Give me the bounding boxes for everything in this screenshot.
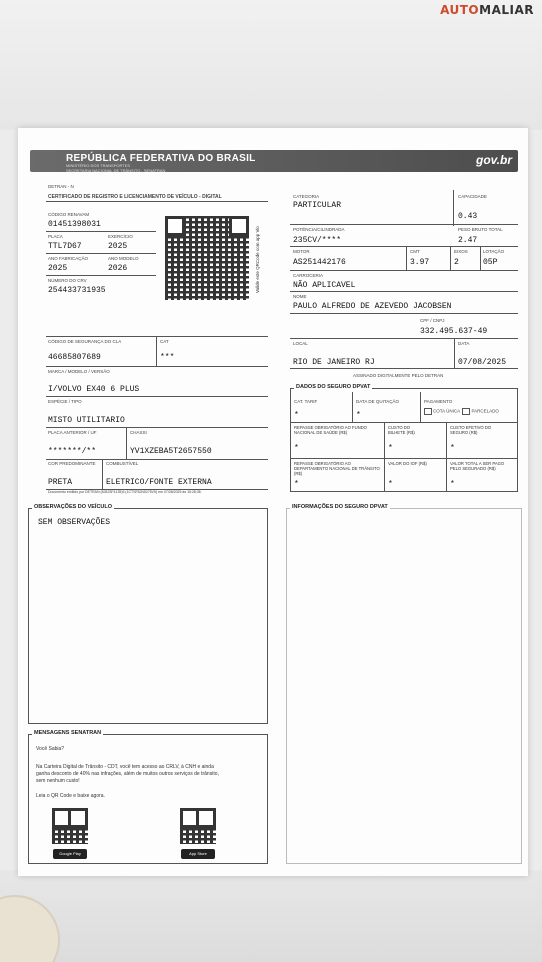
peso-label: PESO BRUTO TOTAL [458, 227, 503, 232]
cota-unica-checkbox[interactable] [424, 408, 432, 415]
qr-validation-note: Valide este QRCode com app Vio [255, 226, 260, 293]
carroceria-label: CARROCERIA [293, 273, 324, 278]
crv-value: 254433731935 [48, 286, 106, 295]
cat-label: CAT [160, 339, 169, 344]
cpf-label: CPF / CNPJ [420, 318, 445, 323]
emission-note: Documento emitido por DETRAN (8J8JSF4135)9 (1CTSF8JN5275V5) em 07/08/2025 às 15:28:36. [48, 490, 202, 494]
govbr-logo: gov.br [475, 153, 512, 167]
app-store-qr-code[interactable] [180, 808, 216, 844]
especie-value: MISTO UTILITARIO [48, 416, 125, 425]
observacoes-text: SEM OBSERVAÇÕES [38, 518, 111, 527]
categoria-label: CATEGORIA [293, 194, 320, 199]
desk-surface [0, 870, 542, 962]
potencia-value: 235CV/**** [293, 236, 342, 245]
renavam-value: 01451398031 [48, 220, 101, 229]
mensagens-body: Na Carteira Digital de Trânsito - CDT, você tem acesso ao CRLV, à CNH e ainda ganha desconto de 40% nas infrações, além de muitos outros serviços de trânsito, sem nenhum custo! [36, 764, 219, 784]
cla-label: CÓDIGO DE SEGURANÇA DO CLA [48, 339, 122, 344]
data-label: DATA [458, 341, 470, 346]
especie-label: ESPÉCIE / TIPO [48, 399, 82, 404]
cat-tarif-value: * [294, 411, 299, 420]
app-store-badge[interactable]: App Store [181, 849, 215, 859]
cat-tarif-label: CAT. TARIF [294, 399, 318, 404]
voce-sabia: Você Sabia? [36, 746, 65, 752]
cmt-label: CMT [410, 249, 420, 254]
placa-anterior-value: *******/** [48, 447, 97, 456]
header-subtitle: MINISTÉRIO DOS TRANSPORTES [66, 163, 131, 168]
placa-label: PLACA [48, 234, 63, 239]
motor-value: AS251442176 [293, 258, 346, 267]
repasse-sus-label: REPASSE OBRIGATÓRIO AO FUNDO NACIONAL DE SAÚDE (R$) [294, 425, 367, 435]
combustivel-value: ELETRICO/FONTE EXTERNA [106, 478, 212, 487]
cat-value: *** [160, 353, 175, 362]
info-dpvat-title: INFORMAÇÕES DO SEGURO DPVAT [292, 504, 388, 510]
valor-pago-label: VALOR TOTAL A SER PAGO PELO SEGURADO (R$) [450, 461, 505, 471]
iof-value: * [388, 480, 393, 489]
exercicio-label: EXERCÍCIO [108, 234, 133, 239]
chassi-label: CHASSI [130, 430, 147, 435]
header-title: REPÚBLICA FEDERATIVA DO BRASIL [66, 153, 256, 164]
cpf-value: 332.495.637-49 [420, 327, 488, 336]
ano-fabricacao-value: 2025 [48, 264, 68, 273]
cor-label: COR PREDOMINANTE [48, 461, 96, 466]
custo-efetivo-label: CUSTO EFETIVO DO SEGURO (R$) [450, 425, 492, 435]
desk-background [0, 0, 542, 130]
custo-bilhete-value: * [388, 444, 393, 453]
iof-label: VALOR DO IOF (R$) [388, 461, 427, 466]
validation-qr-code[interactable] [165, 216, 249, 300]
capacidade-value: 0.43 [458, 212, 478, 221]
document-title: CERTIFICADO DE REGISTRO E LICENCIAMENTO DE VEÍCULO - DIGITAL [48, 194, 222, 200]
parcelado-label: PARCELADO [471, 408, 499, 414]
nome-label: NOME [293, 294, 307, 299]
info-dpvat-box [286, 508, 522, 864]
watermark-logo: AUTOMALIAR [440, 3, 534, 17]
combustivel-label: COMBUSTÍVEL [106, 461, 139, 466]
peso-value: 2.47 [458, 236, 478, 245]
ano-fabricacao-label: ANO FABRICAÇÃO [48, 256, 89, 261]
dpvat-title: DADOS DO SEGURO DPVAT [296, 384, 371, 390]
dpvat-box [290, 388, 518, 492]
parcelado-checkbox[interactable] [462, 408, 470, 415]
capacidade-label: CAPACIDADE [458, 194, 487, 199]
ano-modelo-label: ANO MODELO [108, 256, 139, 261]
potencia-label: POTÊNCIA/CILINDRADA [293, 227, 345, 232]
observacoes-box [28, 508, 268, 724]
google-play-badge[interactable]: Google Play [53, 849, 87, 859]
renavam-label: CÓDIGO RENAVAM [48, 212, 90, 217]
custo-efetivo-value: * [450, 444, 455, 453]
repasse-denatran-value: * [294, 480, 299, 489]
cor-value: PRETA [48, 478, 73, 487]
data-quitacao-label: DATA DE QUITAÇÃO [356, 399, 400, 404]
local-value: RIO DE JANEIRO RJ [293, 358, 375, 367]
chassi-value: YV1XZEBA5T2657550 [130, 447, 212, 456]
google-play-qr-code[interactable] [52, 808, 88, 844]
lotacao-value: 05P [483, 258, 498, 267]
header-subtitle-2: SECRETARIA NACIONAL DE TRÂNSITO - SENATRAN [66, 168, 166, 173]
motor-label: MOTOR [293, 249, 310, 254]
repasse-denatran-label: REPASSE OBRIGATÓRIO AO DEPARTAMENTO NACIONAL DE TRÂNSITO (R$) [294, 461, 380, 476]
data-value: 07/08/2025 [458, 358, 507, 367]
categoria-value: PARTICULAR [293, 201, 342, 210]
detran-label: DETRAN - N [48, 184, 74, 189]
mensagens-title: MENSAGENS SENATRAN [34, 730, 102, 736]
assinado-detran: ASSINADO DIGITALMENTE PELO DETRAN [353, 373, 444, 378]
eixos-value: 2 [454, 258, 459, 267]
custo-bilhete-label: CUSTO DO BILHETE (R$) [388, 425, 415, 435]
nome-value: PAULO ALFREDO DE AZEVEDO JACOBSEN [293, 302, 452, 311]
valor-pago-value: * [450, 480, 455, 489]
placa-anterior-label: PLACA ANTERIOR / UF [48, 430, 97, 435]
pagamento-label: PAGAMENTO [424, 399, 453, 404]
local-label: LOCAL [293, 341, 308, 346]
ano-modelo-value: 2026 [108, 264, 128, 273]
exercicio-value: 2025 [108, 242, 128, 251]
mensagens-leia: Leia o QR Code e baixe agora. [36, 793, 105, 799]
repasse-sus-value: * [294, 444, 299, 453]
eixos-label: EIXOS [454, 249, 468, 254]
crv-label: NÚMERO DO CRV [48, 278, 87, 283]
lotacao-label: LOTAÇÃO [483, 249, 505, 254]
marca-value: I/VOLVO EX40 6 PLUS [48, 385, 140, 394]
cota-unica-label: COTA ÚNICA [433, 408, 460, 414]
pagamento-options [424, 408, 499, 415]
carroceria-value: NÃO APLICAVEL [293, 281, 356, 290]
cmt-value: 3.97 [410, 258, 430, 267]
crlv-document [18, 128, 528, 876]
data-quitacao-value: * [356, 411, 361, 420]
observacoes-title: OBSERVAÇÕES DO VEÍCULO [34, 504, 113, 510]
cla-value: 46685807689 [48, 353, 101, 362]
placa-value: TTL7D67 [48, 242, 82, 251]
marca-label: MARCA / MODELO / VERSÃO [48, 369, 110, 374]
